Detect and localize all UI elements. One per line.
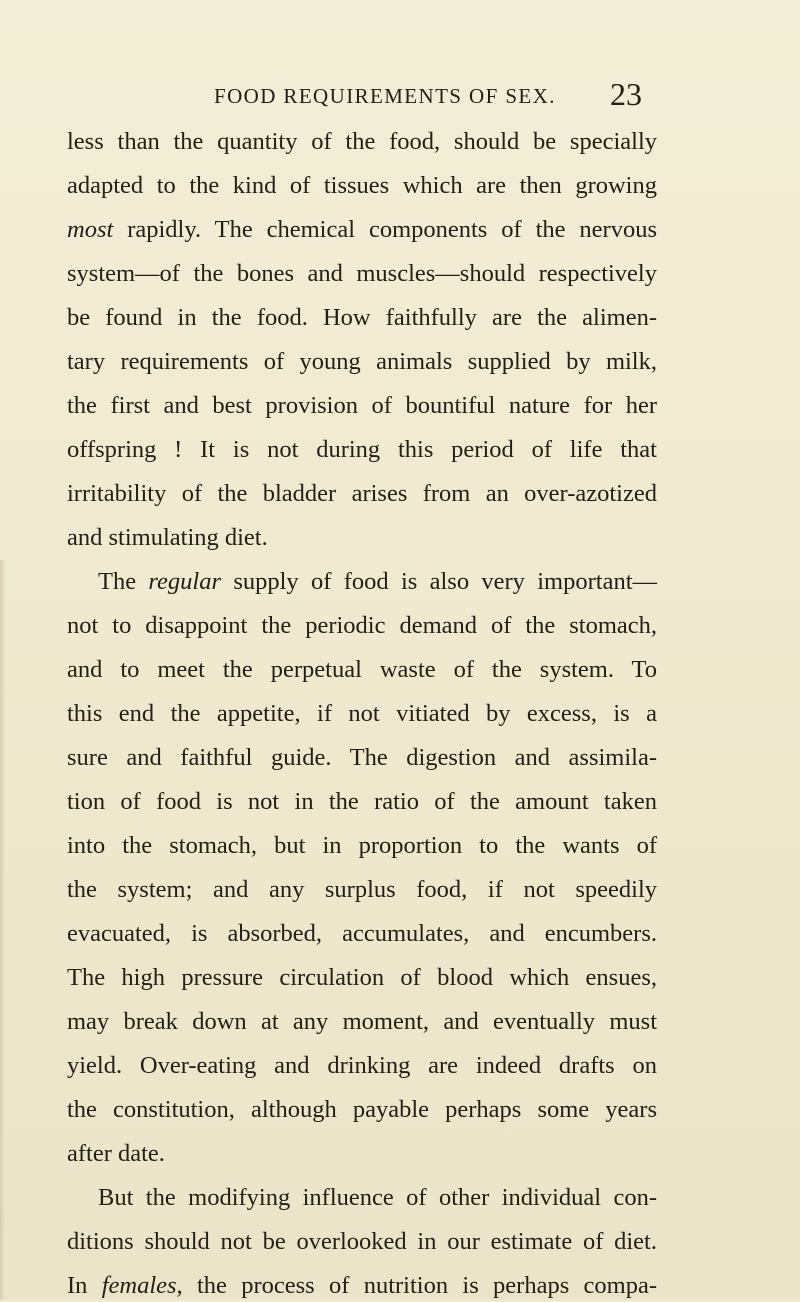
page-number: 23 (610, 76, 642, 112)
text-line (67, 742, 657, 774)
text-run: In (67, 1272, 102, 1299)
text-line (67, 434, 657, 466)
text-line (67, 1050, 657, 1082)
text-run: not to disappoint the periodic demand of the stomach, (67, 612, 657, 639)
text-line (67, 1226, 657, 1258)
text-line (67, 874, 657, 906)
text-run: the constitution, although payable perhaps some years (67, 1096, 657, 1123)
text-run: after date. (67, 1140, 165, 1167)
text-run: adapted to the kind of tissues which are then growing (67, 172, 657, 199)
text-line (67, 126, 657, 158)
text-run: less than the quantity of the food, should be specially (67, 128, 657, 155)
text-run: the system; and any surplus food, if not speedily (67, 876, 657, 903)
text-line (67, 1270, 657, 1302)
text-line (67, 1138, 165, 1170)
running-head: FOOD REQUIREMENTS OF SEX. (214, 84, 556, 108)
text-line (67, 1006, 657, 1038)
text-line (67, 698, 657, 730)
text-line (67, 610, 657, 642)
text-line (67, 1094, 657, 1126)
text-run: The (98, 568, 149, 595)
text-line (67, 478, 657, 510)
text-line (67, 962, 657, 994)
text-line (67, 830, 657, 862)
text-run: yield. Over-eating and drinking are indeed drafts on (67, 1052, 657, 1079)
text-line (67, 170, 657, 202)
text-run: The high pressure circulation of blood which ensues, (67, 964, 657, 991)
text-run: supply of food is also very important— (221, 568, 658, 595)
text-run: this end the appetite, if not vitiated by excess, is a (67, 700, 657, 727)
text-run: and to meet the perpetual waste of the system. To (67, 656, 657, 683)
text-line (67, 258, 657, 290)
page-binding-edge (0, 560, 6, 1300)
text-run: offspring ! It is not during this period of life that (67, 436, 657, 463)
text-run: irritability of the bladder arises from an over-azotized (67, 480, 657, 507)
text-line (67, 390, 657, 422)
text-run: But the modifying influence of other individual con- (98, 1184, 657, 1211)
text-line (98, 566, 657, 598)
text-run: ditions should not be overlooked in our estimate of diet. (67, 1228, 657, 1255)
text-line (67, 302, 657, 334)
text-run: may break down at any moment, and eventually must (67, 1008, 657, 1035)
text-run: tary requirements of young animals supplied by milk, (67, 348, 657, 375)
page-header (0, 76, 800, 116)
text-line (67, 522, 268, 554)
text-run: into the stomach, but in proportion to the wants of (67, 832, 657, 859)
text-run: system—of the bones and muscles—should respectively (67, 260, 657, 287)
text-run: rapidly. The chemical components of the nervous (113, 216, 657, 243)
text-line (67, 918, 657, 950)
text-run: tion of food is not in the ratio of the amount taken (67, 788, 657, 815)
text-line (67, 346, 657, 378)
text-line (67, 214, 657, 246)
italic-word: females, (101, 1272, 183, 1299)
text-line (67, 786, 657, 818)
text-run: the process of nutrition is perhaps compa- (182, 1272, 657, 1299)
italic-word: most (67, 216, 114, 243)
text-run: and stimulating diet. (67, 524, 268, 551)
text-run: sure and faithful guide. The digestion and assimila- (67, 744, 657, 771)
text-run: be found in the food. How faithfully are the alimen- (67, 304, 657, 331)
text-line (67, 654, 657, 686)
text-line (98, 1182, 657, 1214)
text-run: evacuated, is absorbed, accumulates, and encumbers. (67, 920, 657, 947)
italic-word: regular (148, 568, 222, 595)
text-run: the first and best provision of bountiful nature for her (67, 392, 657, 419)
